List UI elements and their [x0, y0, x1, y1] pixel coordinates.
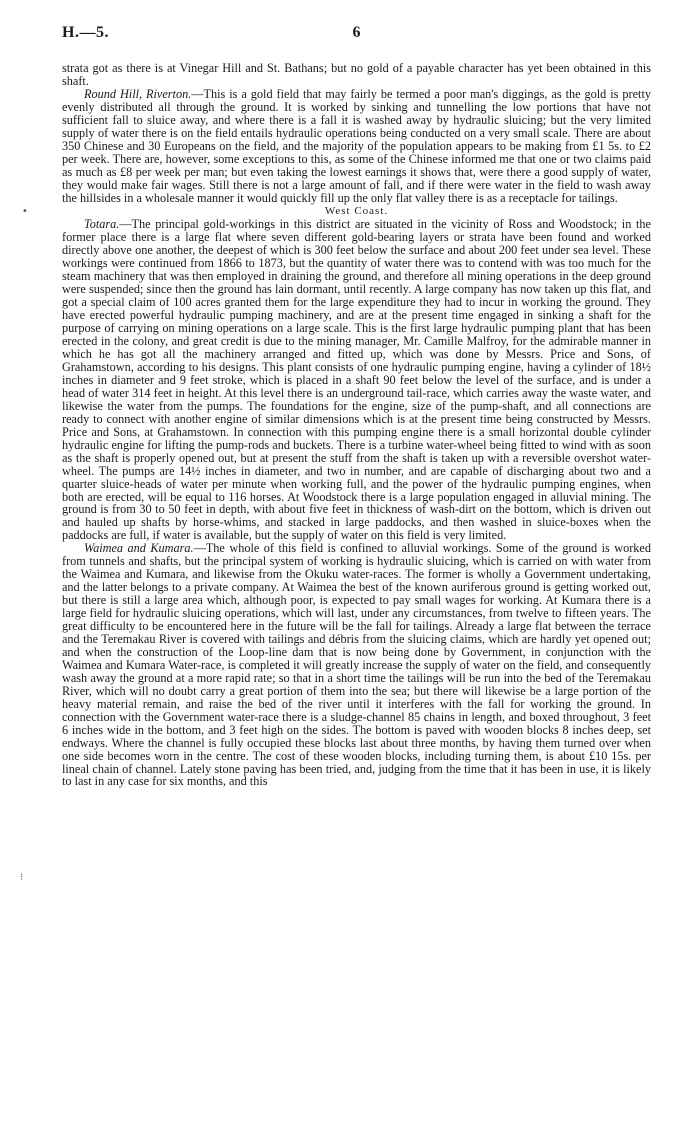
margin-dot: • — [22, 206, 28, 217]
page-header — [62, 24, 651, 48]
page-number: 6 — [352, 24, 361, 41]
section-heading: West Coast. — [324, 205, 389, 218]
paragraph-text: strata got as there is at Vinegar Hill and St. Bathans; but no gold of a payable character has yet been obtained in this shaft. — [62, 61, 651, 88]
paragraph-continuation — [62, 62, 651, 88]
paragraph-totara — [62, 218, 651, 542]
paragraph-lead: Round Hill, Riverton. — [84, 86, 192, 101]
paragraph-round-hill — [62, 88, 651, 205]
margin-dots: ⁝ — [20, 872, 24, 883]
paragraph-text: —The principal gold-workings in this district are situated in the vicinity of Ross and Woodstock; in the former place there is a large flat where seven different gold-bearing layers or strata have been found and worked directly above one another, the deepest of which is 300 feet below the surface and about 200 feet under sea level. These workings were continued from 1866 to 1873, but the quantity of water there was to contend with was too much for the steam machinery that was then employed in draining the ground, and therefore all mining operations in the deep ground were suspended; since then the ground has lain dormant, until recently. A large company has now taken up this flat, and got a special claim of 100 acres granted them for the large expenditure they had to incur in working the ground. They have erected powerful hydraulic pumping machinery, and are at the present time engaged in sinking a shaft for the purpose of carrying on mining operations on a large scale. This is the first large hydraulic pumping plant that has been erected in the colony, and great credit is due to the mining manager, Mr. Camille Malfroy, for the admirable manner in which he has got all the machinery arranged and fitted up, which was done by Messrs. Price and Sons, of Grahamstown, according to his designs. This plant consists of one hydraulic pumping engine, having a cylinder of 18½ inches in diameter and 9 feet stroke, which is placed in a shaft 90 feet below the level of the surface, and is under a head of water 314 feet in height. At this level there is an underground tail-race, which carries away the waste water, and likewise the water from the pumps. The foundations for the engine, size of the pump-shaft, and all connections are ready to connect with another engine of similar dimensions which is at the present time being constructed by Messrs. Price and Sons, at Grahamstown. In connection with this pumping engine there is a small horizontal double cylinder hydraulic engine for lifting the pump-rods and buckets. There is a turbine water-wheel being fitted to wind with as soon as the shaft is properly opened out, but at present the stuff from the shaft is taken up with a reversible overshot water-wheel. The pumps are 14½ inches in diameter, and two in number, and are capable of discharging about two and a quarter sluice-heads of water per minute when working full, and the power of the hydraulic pumping engines, when both are erected, will be equal to 116 horses. At Woodstock there is a large population engaged in alluvial mining. The ground is from 30 to 50 feet in depth, with about five feet in thickness of wash-dirt on the bottom, which is driven out and hauled up shafts by horse-whims, and stacked in large paddocks, and then washed in sluice-boxes when the paddocks are full, if water is available, but the supply of water on this field is very limited. — [62, 217, 651, 543]
body-text — [62, 62, 651, 788]
paragraph-waimea-kumara — [62, 542, 651, 788]
document-page — [62, 24, 651, 788]
paragraph-lead: Waimea and Kumara. — [84, 541, 194, 556]
paragraph-text: —This is a gold field that may fairly be termed a poor man's diggings, as the gold is pretty evenly distributed all through the ground. It is worked by sinking and tunnelling the low portions that have not sufficient fall to sluice away, and where there is a fall it is washed away by hydraulic sluicing; but the very limited supply of water there is on the field entails hydraulic operations being conducted on a very small scale. There are about 350 Chinese and 30 Europeans on the field, and the majority of the population appears to be making from £1 5s. to £2 per week. There are, however, some exceptions to this, as some of the Chinese informed me that one or two claims paid as much as £8 per week per man; but even taking the lowest earnings it shows that, were there a good supply of water, they would make fair wages. Still there is not a large amount of fall, and if there were water in the field to wash away the hillsides in a wholesale manner it would quickly fill up the only flat valley there is as a receptacle for tailings. — [62, 86, 651, 205]
paragraph-text: —The whole of this field is confined to alluvial workings. Some of the ground is worked from tunnels and shafts, but the principal system of working is hydraulic sluicing, which is carried on with water from the Waimea and Kumara, and likewise from the Okuku water-races. The former is wholly a Government undertaking, and the latter belongs to a private company. At Waimea the best of the known auriferous ground is getting worked out, but there is still a large area which, although poor, is expected to pay small wages for working. At Kumara there is a large field for hydraulic sluicing operations, which will last, under any circumstances, from twelve to fifteen years. The great difficulty to be encountered here in the future will be the fall for tailings. Already a large flat between the terrace and the Teremakau River is covered with tailings and débris from the sluicing claims, which are hardly yet opened out; and when the construction of the Loop-line dam that is now being done by Government, in conjunction with the Waimea and Kumara Water-race, is completed it will greatly increase the supply of water on the field, and consequently wash away the ground at a more rapid rate; so that in a short time the tailings will be run into the bed of the Teremakau River, which will no doubt carry a great portion of them into the sea; but there will likewise be a large portion of the heavy material remain, and raise the bed of the river until it interferes with the fall for working the ground. In connection with the Government water-race there is a sludge-channel 85 chains in length, and boxed throughout, 3 feet 6 inches wide in the bottom, and 3 feet high on the sides. The bottom is paved with wooden blocks 8 inches deep, set endways. Where the channel is fully occupied these blocks last about three months, by having them turned over when one side becomes worn in the centre. The cost of these wooden blocks, including turning them, is about £10 15s. per lineal chain of channel. Lately stone paving has been tried, and, judging from the time that it has been in use, it is likely to last in any case for six months, and this — [62, 541, 651, 789]
document-reference: H.—5. — [62, 24, 109, 41]
paragraph-lead: Totara. — [84, 217, 120, 232]
